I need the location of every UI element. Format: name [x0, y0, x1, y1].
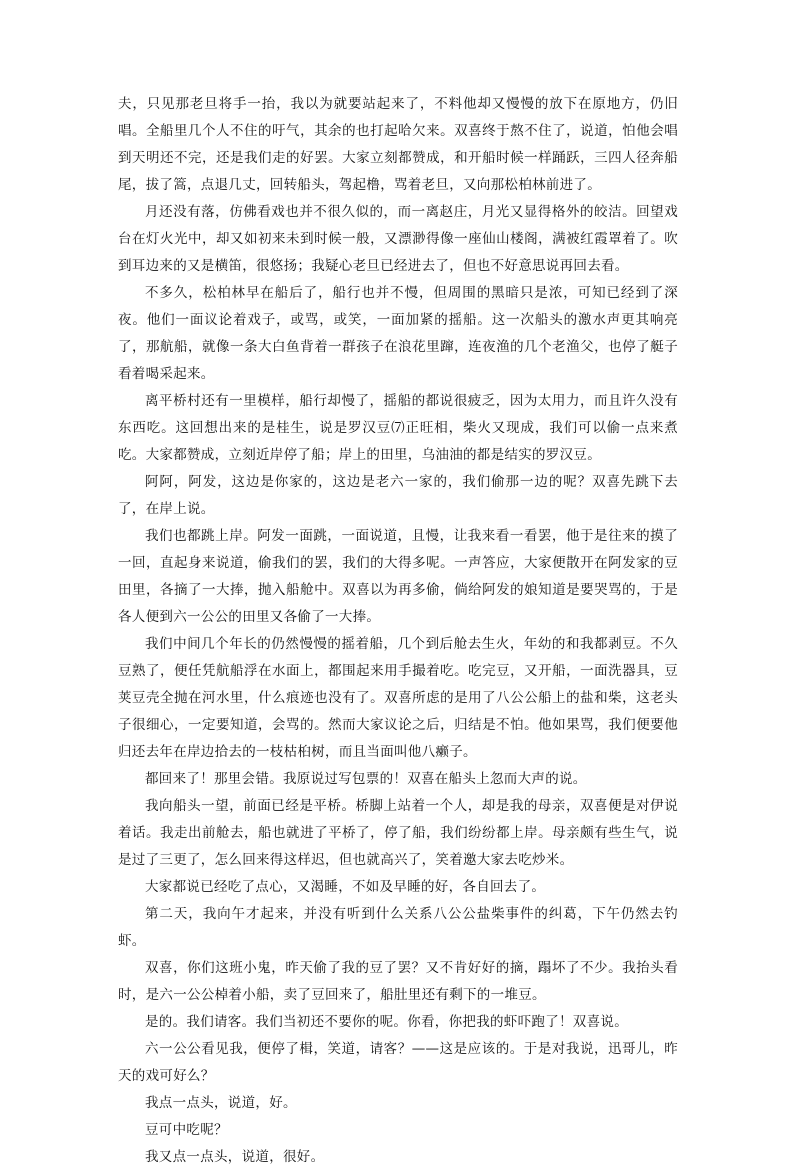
paragraph-16: 豆可中吃呢？ [145, 1122, 228, 1138]
paragraph-4: 离平桥村还有一里模样，船行却慢了，摇船的都说很疲乏，因为太用力，而且许久没有东西吃。这回想出来的是桂生，说是罗汉豆⑺正旺相，柴火又现成，我们可以偷一点来煮吃。大家都赞成，立刻近岸停了船；岸上的田里，乌油油的都是结实的罗汉豆。 [118, 393, 678, 463]
paragraph-11: 第二天，我向午才起来，并没有听到什么关系八公公盐柴事件的纠葛，下午仍然去钓虾。 [118, 906, 678, 949]
paragraph-15: 我点一点头，说道，好。 [145, 1095, 297, 1111]
paragraph-14: 六一公公看见我，便停了楫，笑道，请客？——这是应该的。于是对我说，迅哥儿，昨天的戏可好么？ [118, 1041, 678, 1084]
paragraph-5: 阿阿，阿发，这边是你家的，这边是老六一家的，我们偷那一边的呢？双喜先跳下去了，在岸上说。 [118, 474, 678, 517]
paragraph-13: 是的。我们请客。我们当初还不要你的呢。你看，你把我的虾吓跑了！双喜说。 [145, 1014, 628, 1030]
paragraph-10: 大家都说已经吃了点心，又渴睡，不如及早睡的好，各自回去了。 [145, 879, 546, 895]
paragraph-1: 夫，只见那老旦将手一抬，我以为就要站起来了，不料他却又慢慢的放下在原地方，仍旧唱。全船里几个人不住的吁气，其余的也打起哈欠来。双喜终于熬不住了，说道，怕他会唱到天明还不完，还是我们走的好罢。大家立刻都赞成，和开船时候一样踊跃，三四人径奔船尾，拔了篙，点退几丈，回转船头，驾起橹，骂着老旦，又向那松柏林前进了。 [118, 96, 678, 193]
paragraph-6: 我们也都跳上岸。阿发一面跳，一面说道，且慢，让我来看一看罢，他于是往来的摸了一回，直起身来说道，偷我们的罢，我们的大得多呢。一声答应，大家便散开在阿发家的豆田里，各摘了一大捧，抛入船舱中。双喜以为再多偷，倘给阿发的娘知道是要哭骂的，于是各人便到六一公公的田里又各偷了一大捧。 [118, 528, 678, 625]
paragraph-17: 我又点一点头，说道，很好。 [145, 1149, 325, 1165]
story-text [118, 91, 678, 1171]
paragraph-7: 我们中间几个年长的仍然慢慢的摇着船，几个到后舱去生火，年幼的和我都剥豆。不久豆熟了，便任凭航船浮在水面上，都围起来用手撮着吃。吃完豆，又开船，一面洗器具，豆荚豆壳全抛在河水里，什么痕迹也没有了。双喜所虑的是用了八公公船上的盐和柴，这老头子很细心，一定要知道，会骂的。然而大家议论之后，归结是不怕。他如果骂，我们便要他归还去年在岸边拾去的一枝枯桕树，而且当面叫他八癞子。 [118, 636, 678, 760]
paragraph-3: 不多久，松柏林早在船后了，船行也并不慢，但周围的黑暗只是浓，可知已经到了深夜。他们一面议论着戏子，或骂，或笑，一面加紧的摇船。这一次船头的激水声更其响亮了，那航船，就像一条大白鱼背着一群孩子在浪花里蹿，连夜渔的几个老渔父，也停了艇子看着喝采起来。 [118, 285, 678, 382]
paragraph-12: 双喜，你们这班小鬼，昨天偷了我的豆了罢？又不肯好好的摘，蹋坏了不少。我抬头看时，是六一公公棹着小船，卖了豆回来了，船肚里还有剩下的一堆豆。 [118, 960, 678, 1003]
paragraph-9: 我向船头一望，前面已经是平桥。桥脚上站着一个人，却是我的母亲，双喜便是对伊说着话。我走出前舱去，船也就进了平桥了，停了船，我们纷纷都上岸。母亲颇有些生气，说是过了三更了，怎么回来得这样迟，但也就高兴了，笑着邀大家去吃炒米。 [118, 798, 678, 868]
paragraph-8: 都回来了！那里会错。我原说过写包票的！双喜在船头上忽而大声的说。 [145, 771, 587, 787]
paragraph-2: 月还没有落，仿佛看戏也并不很久似的，而一离赵庄，月光又显得格外的皎洁。回望戏台在灯火光中，却又如初来未到时候一般，又漂渺得像一座仙山楼阁，满被红霞罩着了。吹到耳边来的又是横笛，很悠扬；我疑心老旦已经进去了，但也不好意思说再回去看。 [118, 204, 678, 274]
